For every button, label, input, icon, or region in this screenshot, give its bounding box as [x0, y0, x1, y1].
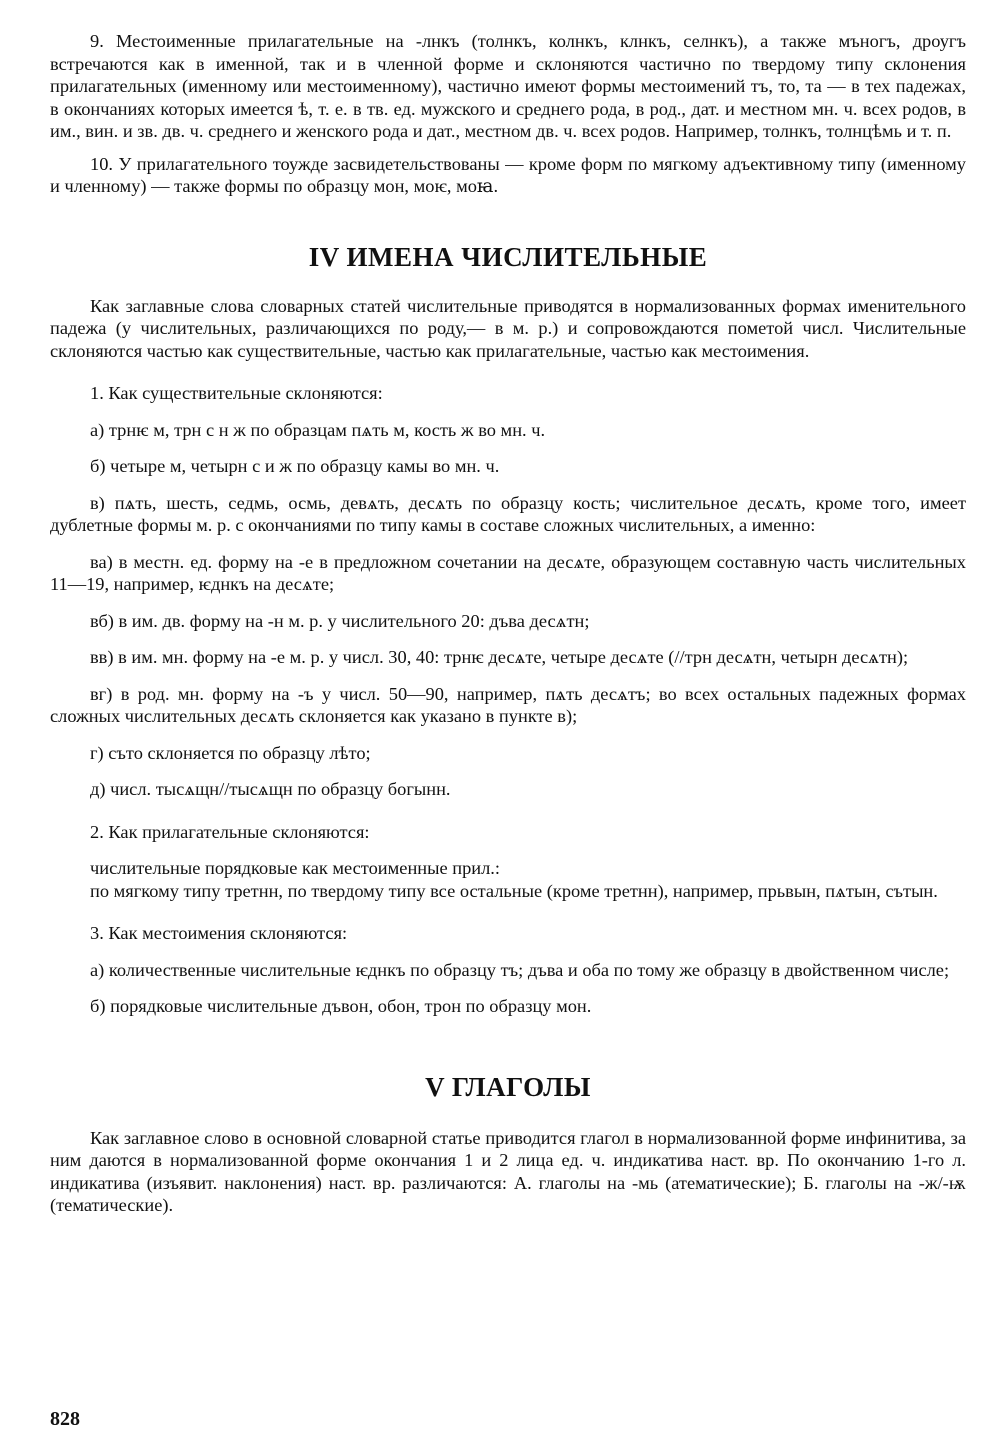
- paragraph-10: 10. У прилагательного тоужде засвидетельствованы — кроме форм по мягкому адъективному типу (именному и членному) — также формы по образцу мон, моѥ, моꙗ.: [50, 153, 966, 196]
- numeral-rule-1va: ва) в местн. ед. форму на -е в предложном сочетании на десѧте, образующем составную часть числительных 11—19, например, ѥднкъ на десѧте;: [50, 551, 966, 594]
- paragraph-9: 9. Местоименные прилагательные на -лнкъ (толнкъ, колнкъ, клнкъ, селнкъ), а также мъногъ, дроугъ встречаются как в именной, так и в членной форме и склоняются частично по твердому типу склонения прилагательных (именному или местоименному), частично имеют формы местоимений тъ, то, та — в тех падежах, в окончаниях которых имеется ѣ, т. е. в тв. ед. мужского и среднего рода, в род., дат. и местном мн. ч. всех родов, в им., вин. и зв. дв. ч. среднего и женского рода и дат., местном дв. ч. всех родов. Например, толнкъ, толнцѣмь и т. п.: [50, 31, 966, 141]
- numeral-rule-1d: д) числ. тысѧщн//тысѧщн по образцу богынн.: [90, 779, 451, 799]
- numeral-rule-2: 2. Как прилагательные склоняются:: [90, 821, 370, 842]
- numeral-rule-2-text: числительные порядковые как местоименные прил.:: [90, 858, 501, 878]
- numeral-rule-1vv: вв) в им. мн. форму на -е м. р. у числ. 30, 40: трнѥ десѧте, четыре десѧте (//трн десѧтн, четырн десѧтн);: [90, 647, 909, 667]
- section-intro-verbs: Как заглавное слово в основной словарной статье приводится глагол в нормализованной форме инфинитива, за ним даются в нормализованной форме окончания 1 и 2 лица ед. ч. индикатива наст. вр. По окончанию 1-го л. индикатива (изъявит. наклонения) наст. вр. различаются: А. глаголы на -мь (атематические); Б. глаголы на -ж/-ѭ (тематические).: [50, 1127, 966, 1215]
- numeral-rule-1g: г) съто склоняется по образцу лѣто;: [90, 742, 371, 763]
- section-heading-numerals: IV ИМЕНА ЧИСЛИТЕЛЬНЫЕ: [308, 241, 708, 272]
- document-page: [50, 30, 966, 1217]
- numeral-rule-1v: в) пѧть, шесть, седмь, осмь, девѧть, десѧть по образцу кость; числительное десѧть, кроме того, имеет дублетные формы м. р. с окончаниями по типу камы в составе сложных числительных, а именно:: [50, 492, 966, 535]
- numeral-rule-3: 3. Как местоимения склоняются:: [90, 923, 348, 943]
- numeral-rule-2-detail: по мягкому типу третнн, по твердому типу все остальные (кроме третнн), например, прьвын, пѧтын, сътын.: [90, 880, 938, 901]
- numeral-rule-3a: а) количественные числительные ѥднкъ по образцу тъ; дъва и оба по тому же образцу в двойственном числе;: [90, 959, 950, 980]
- section-intro-numerals: Как заглавные слова словарных статей числительные приводятся в нормализованных формах именительного падежа (у числительных, различающихся по роду,— в м. р.) и сопровождаются пометой числ. Числительные склоняются частью как существительные, частью как прилагательные, частью как местоимения.: [50, 295, 966, 361]
- numeral-rule-1vb: вб) в им. дв. форму на -н м. р. у числительного 20: дъва десѧтн;: [90, 610, 590, 631]
- page-number: 828: [50, 1408, 80, 1430]
- numeral-rule-1a: а) трнѥ м, трн с н ж по образцам пѧть м, кость ж во мн. ч.: [90, 419, 546, 440]
- numeral-rule-1b: б) четыре м, четырн с и ж по образцу камы во мн. ч.: [90, 456, 500, 476]
- section-heading-verbs: V ГЛАГОЛЫ: [425, 1071, 591, 1102]
- numeral-rule-1vg: вг) в род. мн. форму на -ъ у числ. 50—90, например, пѧть десѧтъ; во всех остальных падежных формах сложных числительных десѧть склоняется как указано в пункте в);: [50, 683, 966, 726]
- numeral-rule-3b: б) порядковые числительные дъвон, обон, трон по образцу мон.: [90, 996, 592, 1016]
- numeral-rule-1: 1. Как существительные склоняются:: [90, 383, 383, 403]
